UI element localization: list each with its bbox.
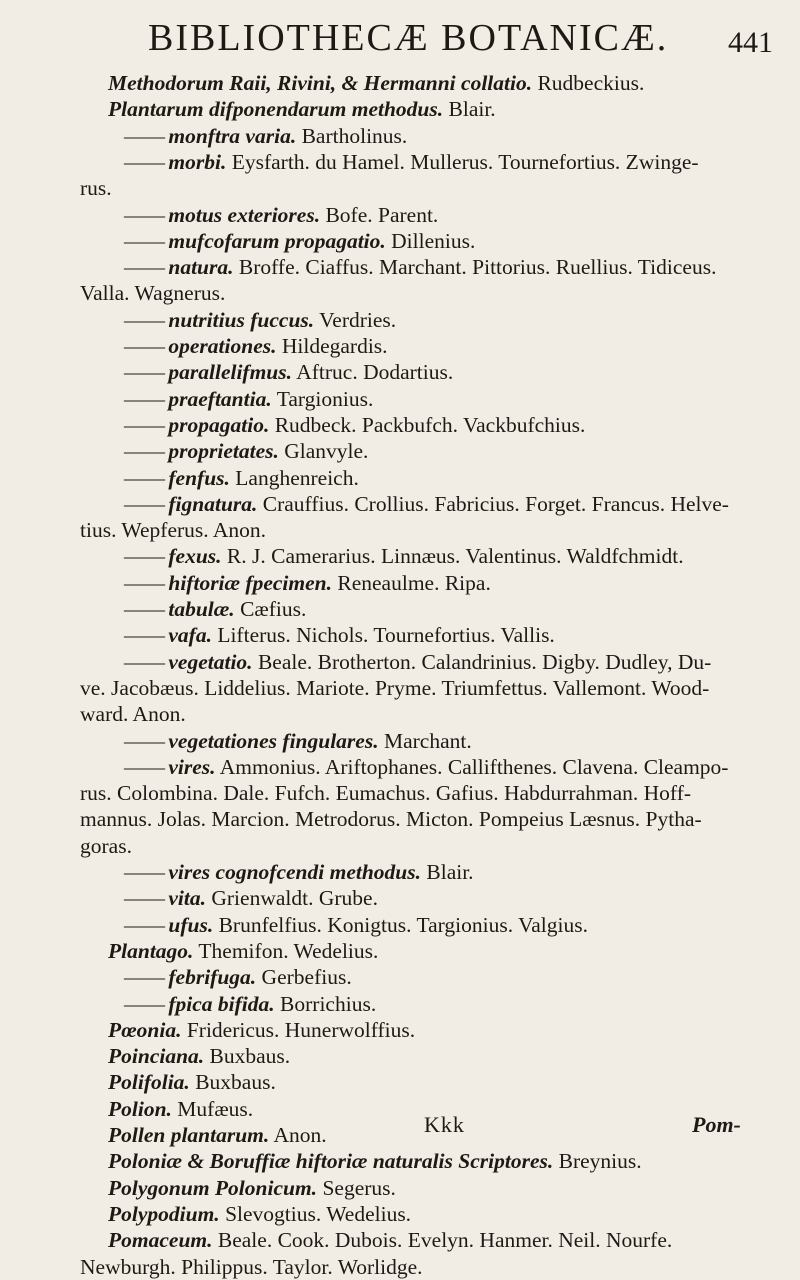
entry-heading: vafa. xyxy=(163,623,212,648)
ditto-dash: —— xyxy=(124,991,163,1016)
entry-authors: Blair. xyxy=(421,860,474,884)
ditto-dash: —— xyxy=(124,255,163,280)
ditto-dash: —— xyxy=(124,965,163,990)
entry-heading: natura. xyxy=(163,255,234,280)
index-line xyxy=(124,912,588,938)
entry-authors: Langhenreich. xyxy=(229,465,359,490)
entry-authors: Rudbeck. Packbufch. Vackbufchius. xyxy=(269,412,586,437)
entry-heading: mufcofarum propagatio. xyxy=(163,228,386,253)
index-line xyxy=(108,1148,642,1174)
entry-heading: operationes. xyxy=(163,334,277,358)
index-line xyxy=(80,280,225,306)
index-line xyxy=(124,991,376,1017)
entry-heading: vita. xyxy=(163,886,206,911)
entry-authors: Beale. Cook. Dubois. Evelyn. Hanmer. Neil. Nourfe. xyxy=(212,1228,673,1253)
index-line xyxy=(124,596,306,622)
ditto-dash: —— xyxy=(124,570,163,595)
ditto-dash: —— xyxy=(124,360,163,385)
entry-authors: rus. xyxy=(80,176,112,201)
entry-authors: Valla. Wagnerus. xyxy=(80,281,226,306)
entry-heading: Polion. xyxy=(108,1096,172,1121)
index-line xyxy=(80,833,132,859)
entry-authors: Eysfarth. du Hamel. Mullerus. Tournefortius. Zwinge- xyxy=(226,149,699,174)
entry-authors: Newburgh. Philippus. Taylor. Worlidge. xyxy=(80,1254,423,1279)
entry-heading: Pœonia. xyxy=(108,1017,182,1042)
ditto-dash: —— xyxy=(124,623,163,648)
entry-heading: Methodorum Raii, Rivini, & Hermanni collatio. xyxy=(108,71,533,95)
entry-heading: nutritius fuccus. xyxy=(163,307,315,332)
entry-heading: febrifuga. xyxy=(163,965,257,990)
index-line xyxy=(80,806,702,832)
index-line xyxy=(124,649,711,675)
entry-authors: Broffe. Ciaffus. Marchant. Pittorius. Ruellius. Tidiceus. xyxy=(233,255,717,280)
catchword: Pom- xyxy=(692,1112,741,1137)
index-line xyxy=(108,1201,411,1227)
entry-heading: Plantago. xyxy=(108,938,194,963)
entry-authors: mannus. Jolas. Marcion. Metrodorus. Micton. Pompeius Læsnus. Pytha- xyxy=(80,807,702,832)
ditto-dash: —— xyxy=(124,228,163,253)
entry-authors: Themifon. Wedelius. xyxy=(193,938,379,963)
index-line xyxy=(108,1017,415,1043)
ditto-dash: —— xyxy=(124,202,163,227)
page-number: 441 xyxy=(728,26,773,59)
entry-authors: Segerus. xyxy=(317,1175,396,1200)
entry-authors: Buxbaus. xyxy=(189,1070,276,1095)
entry-heading: Polypodium. xyxy=(108,1201,220,1226)
entry-heading: Poinciana. xyxy=(108,1044,205,1069)
ditto-dash: —— xyxy=(124,334,163,358)
running-title: BIBLIOTHECÆ BOTANICÆ. xyxy=(148,17,669,59)
index-line xyxy=(108,70,644,96)
index-line xyxy=(124,438,368,464)
entry-authors: Reneaulme. Ripa. xyxy=(332,570,491,595)
entry-authors: Slevogtius. Wedelius. xyxy=(219,1201,412,1226)
entry-authors: tius. Wepferus. Anon. xyxy=(80,518,266,543)
index-line xyxy=(124,543,684,569)
entry-authors: Bartholinus. xyxy=(296,123,408,148)
index-line xyxy=(124,123,407,149)
entry-heading: Pomaceum. xyxy=(108,1228,213,1253)
index-line xyxy=(124,149,699,175)
ditto-dash: —— xyxy=(124,728,163,753)
entry-authors: Marchant. xyxy=(378,728,472,753)
entry-authors: Anon. xyxy=(269,1123,327,1147)
index-line xyxy=(124,228,475,254)
entry-authors: Lifterus. Nichols. Tournefortius. Vallis. xyxy=(211,623,555,648)
index-line xyxy=(80,780,691,806)
entry-heading: propagatio. xyxy=(163,412,270,437)
ditto-dash: —— xyxy=(124,149,163,174)
entry-heading: motus exteriores. xyxy=(163,202,321,227)
entry-heading: fexus. xyxy=(163,544,222,569)
entry-authors: Blair. xyxy=(443,97,496,122)
entry-heading: fenfus. xyxy=(163,465,230,490)
entry-authors: Targionius. xyxy=(271,386,374,411)
ditto-dash: —— xyxy=(124,439,163,464)
index-line xyxy=(124,333,388,359)
entry-authors: R. J. Camerarius. Linnæus. Valentinus. Waldfchmidt. xyxy=(221,544,684,569)
index-line xyxy=(124,859,474,885)
page-header xyxy=(0,14,800,66)
entry-heading: tabulæ. xyxy=(163,597,235,621)
ditto-dash: —— xyxy=(124,649,163,674)
entry-heading: Poloniæ & Boruffiæ hiftoriæ naturalis Scriptores. xyxy=(108,1149,554,1174)
entry-authors: goras. xyxy=(80,833,132,858)
index-line xyxy=(80,517,266,543)
entry-heading: proprietates. xyxy=(163,439,279,464)
ditto-dash: —— xyxy=(124,597,163,621)
entry-heading: monftra varia. xyxy=(163,123,297,148)
entry-authors: Dillenius. xyxy=(385,228,476,253)
index-line xyxy=(124,885,378,911)
index-line xyxy=(80,675,709,701)
index-line xyxy=(108,1096,253,1122)
entry-heading: Plantarum difponendarum methodus. xyxy=(108,97,444,122)
index-line xyxy=(80,701,186,727)
entry-authors: ve. Jacobæus. Liddelius. Mariote. Pryme. Triumfettus. Vallemont. Wood- xyxy=(80,675,710,700)
index-line xyxy=(124,964,352,990)
entry-authors: Verdries. xyxy=(314,307,397,332)
index-line xyxy=(124,570,491,596)
entry-heading: praeftantia. xyxy=(163,386,272,411)
entry-heading: Polygonum Polonicum. xyxy=(108,1175,318,1200)
entry-authors: Glanvyle. xyxy=(278,439,369,464)
index-line xyxy=(108,1069,276,1095)
ditto-dash: —— xyxy=(124,491,163,516)
entry-heading: parallelifmus. xyxy=(163,360,293,385)
index-line xyxy=(124,491,729,517)
entry-heading: fignatura. xyxy=(163,491,258,516)
entry-heading: morbi. xyxy=(163,149,227,174)
index-line xyxy=(124,728,472,754)
entry-authors: Crauffius. Crollius. Fabricius. Forget. Francus. Helve- xyxy=(257,491,729,516)
ditto-dash: —— xyxy=(124,307,163,332)
index-line xyxy=(124,386,373,412)
index-line xyxy=(124,754,728,780)
index-line xyxy=(108,96,496,122)
ditto-dash: —— xyxy=(124,465,163,490)
entry-authors: Aftruc. Dodartius. xyxy=(292,360,454,385)
entry-authors: Rudbeckius. xyxy=(532,71,645,95)
ditto-dash: —— xyxy=(124,412,163,437)
index-line xyxy=(80,1254,423,1280)
index-line xyxy=(108,1227,672,1253)
entry-heading: Pollen plantarum. xyxy=(108,1123,270,1147)
entry-authors: Borrichius. xyxy=(274,991,377,1016)
entry-authors: Bofe. Parent. xyxy=(320,202,439,227)
entry-heading: ufus. xyxy=(163,912,214,937)
entry-authors: Buxbaus. xyxy=(204,1044,291,1069)
index-line xyxy=(108,1175,396,1201)
entry-heading: vires. xyxy=(163,754,216,779)
index-line xyxy=(124,412,585,438)
entry-authors: Ammonius. Ariftophanes. Callifthenes. Clavena. Cleampo- xyxy=(215,754,729,779)
ditto-dash: —— xyxy=(124,386,163,411)
entry-authors: Gerbefius. xyxy=(256,965,352,990)
index-line xyxy=(124,202,438,228)
ditto-dash: —— xyxy=(124,123,163,148)
index-line xyxy=(124,307,396,333)
entry-authors: Breynius. xyxy=(553,1149,642,1174)
entry-authors: Hildegardis. xyxy=(276,334,388,358)
entry-authors: ward. Anon. xyxy=(80,702,186,727)
index-line xyxy=(124,465,359,491)
index-line xyxy=(108,1122,327,1148)
ditto-dash: —— xyxy=(124,754,163,779)
entry-authors: Cæfius. xyxy=(234,597,307,621)
ditto-dash: —— xyxy=(124,544,163,569)
entry-heading: vegetatio. xyxy=(163,649,253,674)
entry-authors: Brunfelfius. Konigtus. Targionius. Valgius. xyxy=(213,912,588,937)
entry-heading: fpica bifida. xyxy=(163,991,275,1016)
entry-authors: Fridericus. Hunerwolffius. xyxy=(181,1017,416,1042)
index-line xyxy=(108,938,378,964)
index-line xyxy=(80,175,112,201)
entry-authors: rus. Colombina. Dale. Fufch. Eumachus. Gafius. Habdurrahman. Hoff- xyxy=(80,781,692,806)
entry-heading: vegetationes fingulares. xyxy=(163,728,379,753)
entry-heading: Polifolia. xyxy=(108,1070,190,1095)
index-line xyxy=(108,1043,290,1069)
index-line xyxy=(124,359,453,385)
entry-authors: Mufæus. xyxy=(171,1096,254,1121)
ditto-dash: —— xyxy=(124,860,163,884)
entry-authors: Beale. Brotherton. Calandrinius. Digby. Dudley, Du- xyxy=(252,649,712,674)
entry-heading: vires cognofcendi methodus. xyxy=(163,860,421,884)
ditto-dash: —— xyxy=(124,886,163,911)
entry-heading: hiftoriæ fpecimen. xyxy=(163,570,332,595)
index-line xyxy=(124,254,716,280)
entry-authors: Grienwaldt. Grube. xyxy=(206,886,378,911)
signature-mark: Kkk xyxy=(424,1112,465,1137)
index-line xyxy=(124,622,555,648)
ditto-dash: —— xyxy=(124,912,163,937)
